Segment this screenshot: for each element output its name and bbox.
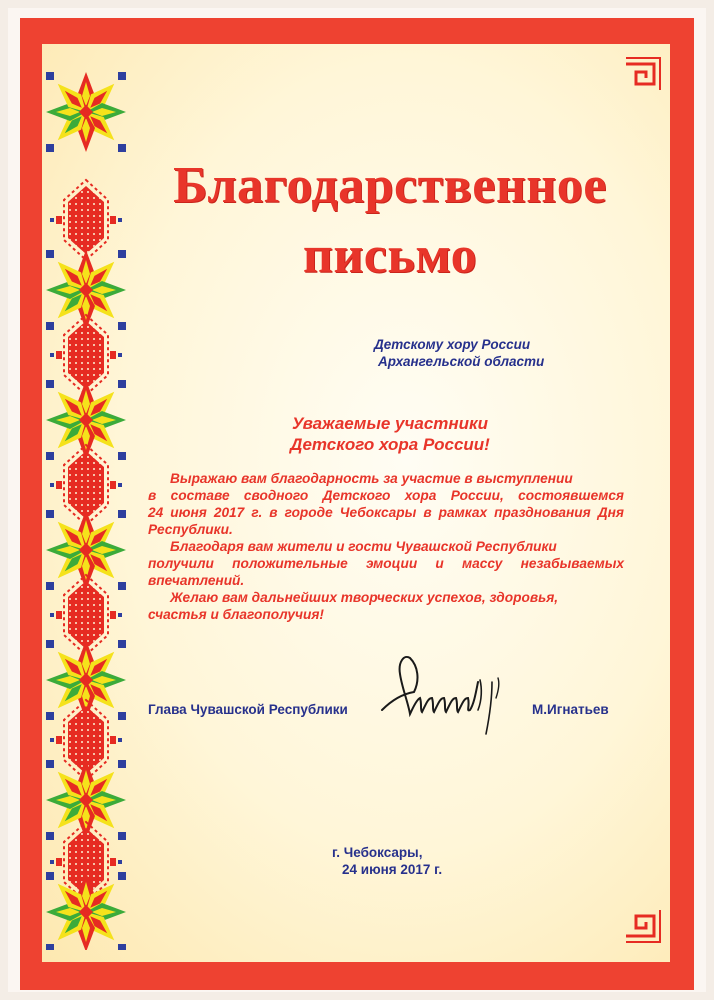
addressee-block bbox=[374, 336, 544, 370]
body-line: счастья и благополучия! bbox=[148, 607, 324, 622]
footer-city: г. Чебоксары, bbox=[332, 845, 423, 860]
body-line: Желаю вам дальнейших творческих успехов, здоровья, bbox=[170, 590, 559, 605]
body-line: Выражаю вам благодарность за участие в выступлении bbox=[170, 471, 573, 486]
body-line: Республики. bbox=[148, 522, 233, 537]
meander-corner-bottom-right bbox=[624, 906, 664, 946]
handwritten-signature bbox=[374, 652, 514, 742]
signatory-name: М.Игнатьев bbox=[532, 702, 609, 717]
body-line: в составе сводного Детского хора России, состоявшемся bbox=[148, 488, 624, 503]
body-line: впечатлений. bbox=[148, 573, 245, 588]
greeting-line-2: Детского хора России! bbox=[290, 435, 490, 454]
addressee-line-2: Архангельской области bbox=[378, 354, 545, 369]
body-line: 24 июня 2017 г. в городе Чебоксары в рамках празднования Дня bbox=[148, 505, 624, 520]
title-line-2: письмо bbox=[302, 227, 478, 284]
greeting-line-1: Уважаемые участники bbox=[291, 414, 489, 433]
meander-corner-top-right bbox=[624, 54, 664, 94]
addressee-line-1: Детскому хору России bbox=[374, 337, 531, 352]
chuvash-ornament-border bbox=[44, 50, 128, 950]
signatory-position: Глава Чувашской Республики bbox=[148, 702, 348, 717]
title-line-1: Благодарственное bbox=[173, 157, 607, 214]
footer-date: 24 июня 2017 г. bbox=[342, 862, 443, 877]
body-line: Благодаря вам жители и гости Чувашской Республики bbox=[170, 539, 557, 554]
body-line: получили положительные эмоции и массу незабываемых bbox=[148, 556, 624, 571]
